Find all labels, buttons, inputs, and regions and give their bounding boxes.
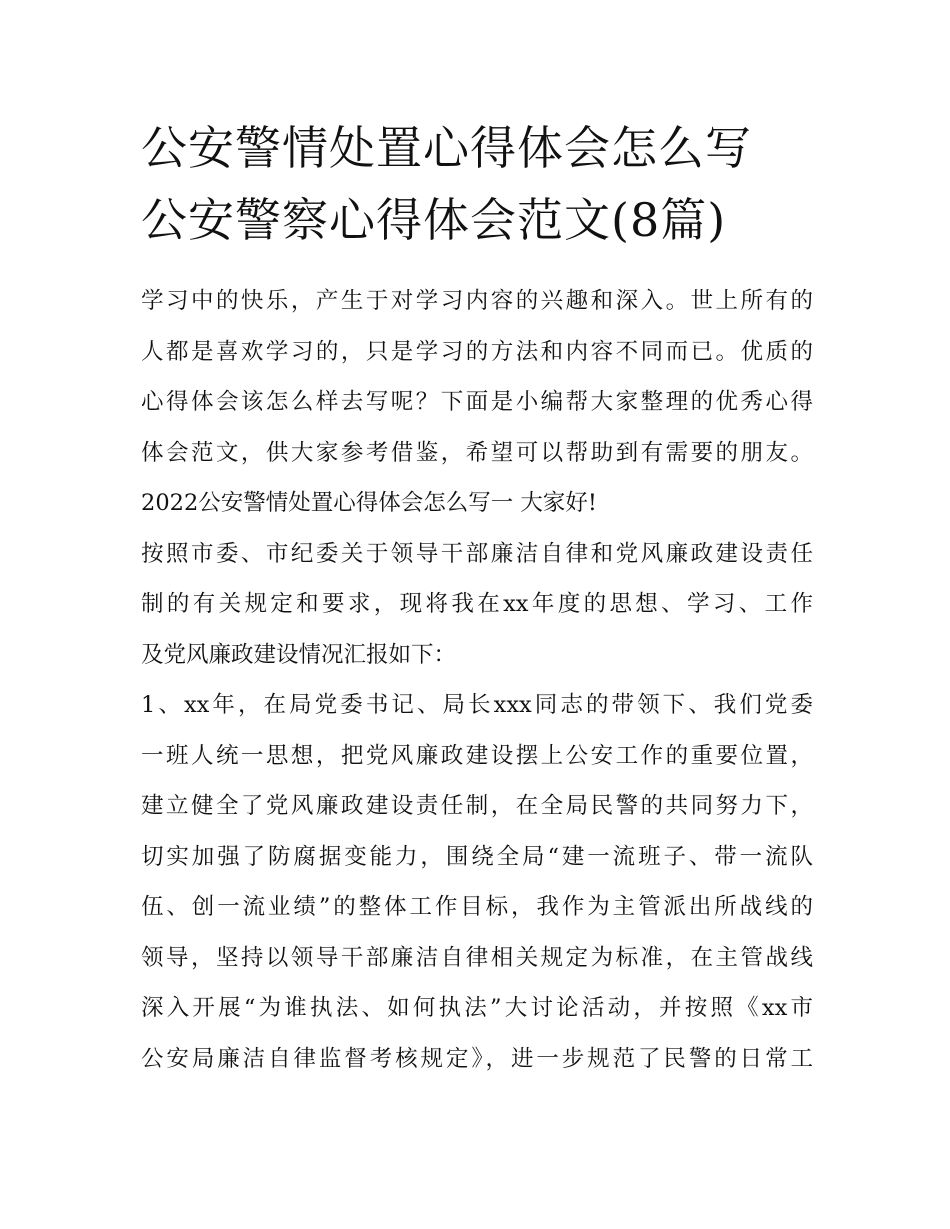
body-line-12: 切实加强了防腐据变能力，围绕全局“建一流班子、带一流队 bbox=[141, 843, 813, 870]
document-page bbox=[141, 112, 813, 1084]
title-line-1: 公安警情处置心得体会怎么写 bbox=[141, 121, 752, 175]
body-line-15: 深入开展“为谁执法、如何执法”大讨论活动，并按照《xx市 bbox=[141, 995, 813, 1021]
body-line-9: 1、xx年，在局党委书记、局长xxx同志的带领下、我们党委 bbox=[141, 692, 813, 718]
body-line-5: 2022公安警情处置心得体会怎么写一 大家好! bbox=[141, 490, 597, 516]
body-line-2: 人都是喜欢学习的，只是学习的方法和内容不同而已。优质的 bbox=[141, 338, 813, 365]
body-line-8: 及党风廉政建设情况汇报如下： bbox=[141, 641, 457, 668]
body-line-3: 心得体会该怎么样去写呢？下面是小编帮大家整理的优秀心得 bbox=[141, 389, 813, 415]
body-line-10: 一班人统一思想，把党风廉政建设摆上公安工作的重要位置， bbox=[141, 742, 813, 769]
body-line-13: 伍、创一流业绩”的整体工作目标，我作为主管派出所战线的 bbox=[141, 894, 813, 920]
document-title bbox=[141, 112, 813, 256]
body-line-14: 领导，坚持以领导干部廉洁自律相关规定为标准，在主管战线 bbox=[141, 944, 813, 971]
document-body bbox=[141, 276, 813, 1084]
body-line-1: 学习中的快乐，产生于对学习内容的兴趣和深入。世上所有的 bbox=[141, 288, 813, 314]
body-line-6: 按照市委、市纪委关于领导干部廉洁自律和党风廉政建设责任 bbox=[141, 540, 813, 567]
body-line-7: 制的有关规定和要求，现将我在xx年度的思想、学习、工作 bbox=[141, 591, 813, 617]
body-line-11: 建立健全了党风廉政建设责任制，在全局民警的共同努力下， bbox=[141, 793, 813, 819]
body-line-4: 体会范文，供大家参考借鉴，希望可以帮助到有需要的朋友。 bbox=[141, 439, 813, 466]
body-line-16: 公安局廉洁自律监督考核规定》，进一步规范了民警的日常工 bbox=[141, 1045, 813, 1072]
title-line-2: 公安警察心得体会范文(8篇) bbox=[141, 193, 727, 247]
